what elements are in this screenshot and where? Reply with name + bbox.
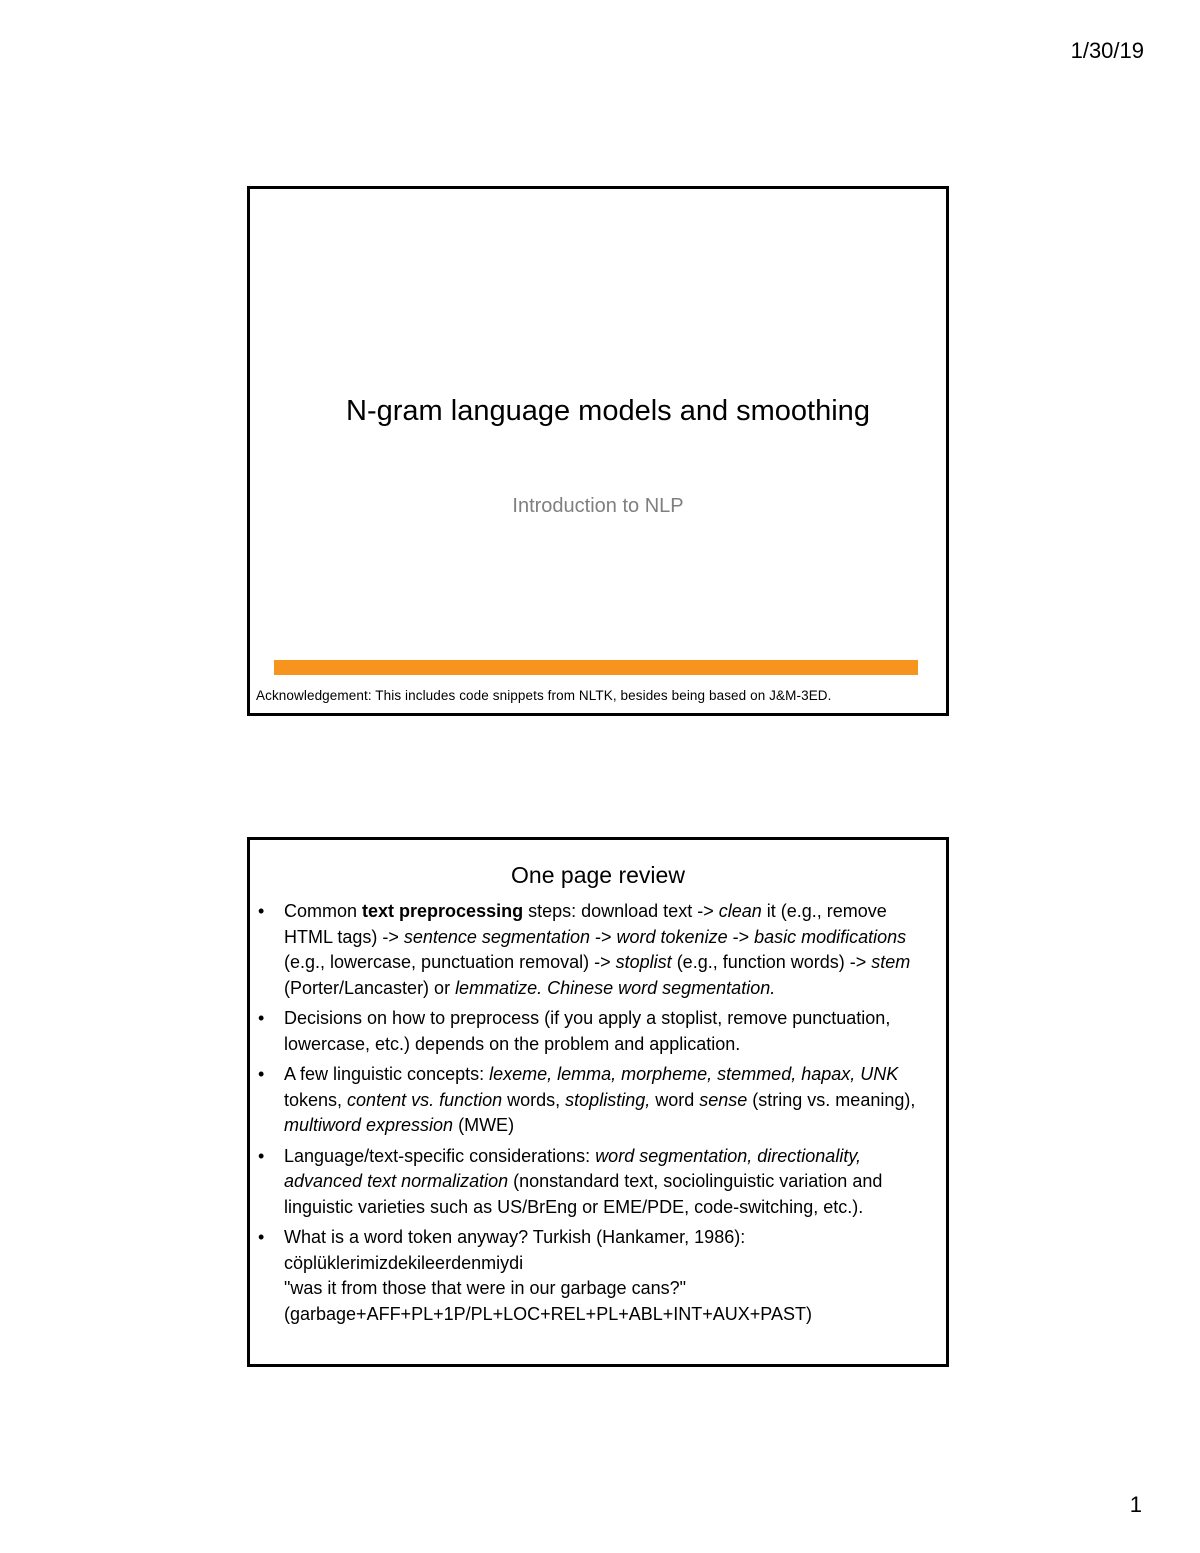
text-run: A few linguistic concepts:	[284, 1064, 490, 1084]
text-run-italic: sentence segmentation	[403, 926, 590, 947]
text-run-italic: stoplisting,	[565, 1089, 651, 1110]
text-run: tokens,	[284, 1089, 348, 1110]
text-run-italic: lemmatize. Chinese word segmentation.	[455, 977, 776, 998]
text-run: words,	[502, 1089, 566, 1110]
text-run: ->	[590, 926, 617, 947]
turkish-word: cöplüklerimizdekileerdenmiydi	[284, 1252, 524, 1273]
text-run: it (e.g., remove HTML tags) ->	[284, 901, 887, 947]
text-run: (Porter/Lancaster) or	[284, 977, 456, 998]
morpheme-gloss: (garbage+AFF+PL+1P/PL+LOC+REL+PL+ABL+INT+AUX+PAST)	[284, 1303, 812, 1324]
text-run: (MWE)	[453, 1115, 515, 1135]
text-run-italic: sense	[699, 1089, 748, 1110]
text-line: What is a word token anyway? Turkish (Hankamer, 1986):	[284, 1227, 746, 1247]
text-run-italic: stem	[871, 952, 911, 972]
text-run: (nonstandard text, sociolinguistic variation and linguistic varieties such as US/BrEng or EME/PDE, code-switching, etc.).	[284, 1171, 883, 1217]
text-run-italic: word tokenize	[616, 926, 728, 947]
text-run: (e.g., lowercase, punctuation removal) ->	[284, 952, 616, 972]
bullet-icon: •	[258, 1145, 265, 1166]
acknowledgement-text: Acknowledgement: This includes code snippets from NLTK, besides being based on J&M-3ED.	[256, 688, 832, 703]
text-run: steps: download text ->	[523, 901, 719, 921]
text-run-italic: multiword expression	[284, 1115, 454, 1135]
slide-review-heading: One page review	[511, 862, 685, 888]
text-run-bold: text preprocessing	[362, 901, 524, 921]
text-run-italic: stoplist	[615, 952, 672, 972]
text-run: ->	[727, 926, 755, 947]
text-run: (e.g., function words) ->	[671, 952, 872, 972]
slide-title	[247, 186, 949, 716]
accent-bar	[274, 660, 918, 675]
bullet-item-language-specific	[256, 1144, 938, 1221]
text-run: Common	[284, 901, 363, 921]
text-run: word	[650, 1089, 700, 1110]
text-run-italic: word segmentation, directionality, advanced text normalization	[284, 1145, 861, 1191]
bullet-icon: •	[258, 1064, 265, 1084]
bullet-icon: •	[258, 1008, 265, 1028]
slide-title-heading: N-gram language models and smoothing	[346, 395, 870, 427]
slide-subtitle: Introduction to NLP	[512, 495, 684, 517]
translation-text: "was it from those that were in our garbage cans?"	[284, 1278, 686, 1298]
text-run-italic: content vs. function	[347, 1089, 503, 1110]
text-run: Language/text-specific considerations:	[284, 1145, 596, 1166]
bullet-item-concepts	[256, 1062, 938, 1139]
bullet-item-preprocessing	[256, 899, 938, 1001]
text-run: (string vs. meaning),	[747, 1089, 916, 1110]
bullet-icon: •	[258, 901, 265, 921]
page-date: 1/30/19	[1070, 38, 1144, 63]
bullet-item-word-token	[256, 1225, 938, 1327]
review-bullet-list	[250, 899, 946, 1327]
page-number: 1	[1129, 1492, 1142, 1517]
bullet-icon: •	[258, 1227, 265, 1247]
text-run-italic: lexeme, lemma, morpheme, stemmed, hapax, UNK	[489, 1064, 899, 1084]
bullet-item-decisions	[256, 1006, 938, 1057]
text-run-italic: clean	[718, 901, 762, 921]
text-run: Decisions on how to preprocess (if you apply a stoplist, remove punctuation, lowercase, etc.) depends on the problem and application.	[284, 1008, 891, 1054]
text-run-italic: basic modifications	[754, 926, 907, 947]
slide-review	[247, 837, 949, 1367]
